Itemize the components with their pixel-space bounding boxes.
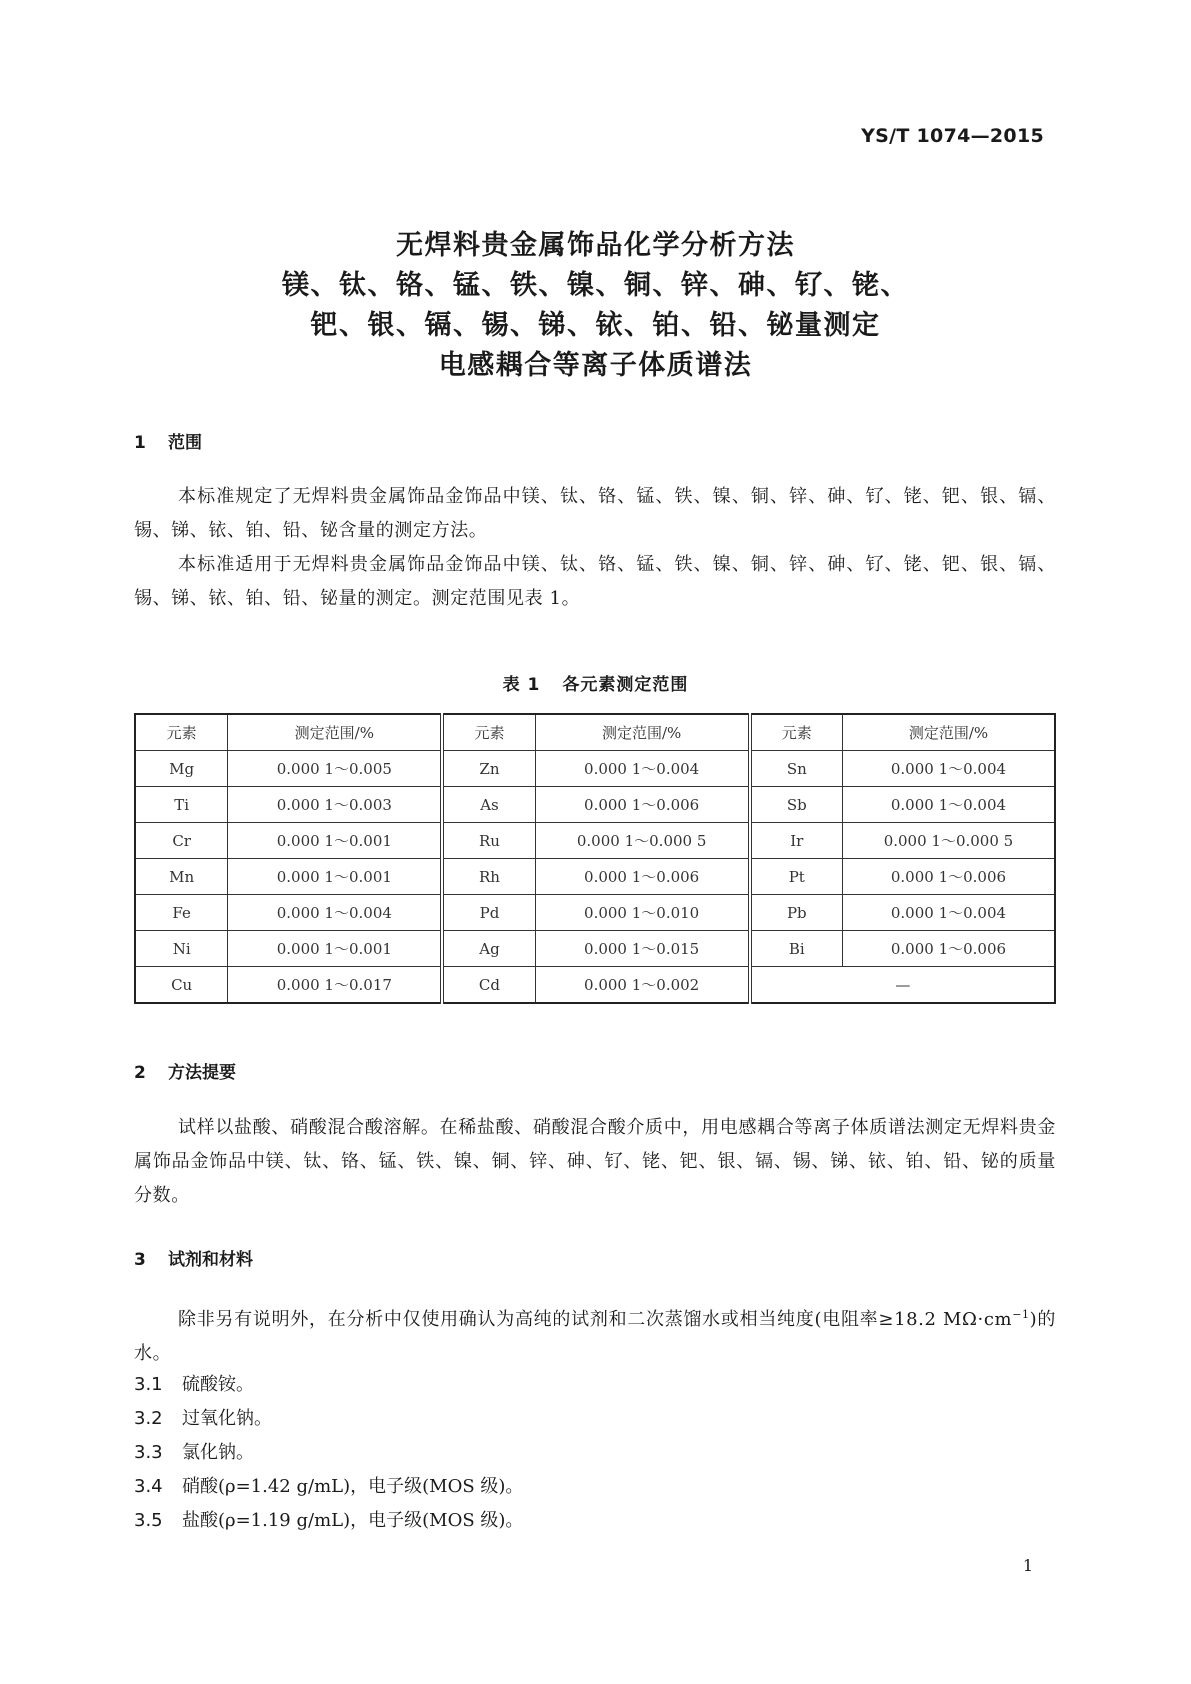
element-cell: Cd (442, 967, 535, 1004)
header-element: 元素 (135, 714, 228, 751)
reagent-text: 硫酸铵。 (182, 1374, 254, 1395)
table-row (135, 895, 1055, 931)
element-cell: Ru (442, 823, 535, 859)
range-cell: 0.000 1～0.006 (842, 931, 1055, 967)
range-cell: 0.000 1～0.005 (228, 751, 443, 787)
range-cell: 0.000 1～0.000 5 (535, 823, 750, 859)
reagent-number: 3.5 (134, 1510, 163, 1531)
reagent-number: 3.3 (134, 1442, 163, 1463)
table-row (135, 823, 1055, 859)
element-cell: Ag (442, 931, 535, 967)
range-cell: 0.000 1～0.001 (228, 931, 443, 967)
range-cell: 0.000 1～0.000 5 (842, 823, 1055, 859)
page-number: 1 (1022, 1556, 1033, 1575)
header-element: 元素 (750, 714, 843, 751)
header-element: 元素 (442, 714, 535, 751)
range-cell: 0.000 1～0.004 (842, 751, 1055, 787)
range-cell: 0.000 1～0.003 (228, 787, 443, 823)
title-line-3: 钯、银、镉、锡、锑、铱、铂、铅、铋量测定 (310, 310, 881, 341)
table-row (135, 931, 1055, 967)
reagent-number: 3.1 (134, 1374, 163, 1395)
section-2-number: 2 (134, 1063, 146, 1083)
element-cell: Ir (750, 823, 843, 859)
section-1-paragraph-1: 本标准规定了无焊料贵金属饰品金饰品中镁、钛、铬、锰、铁、镍、铜、锌、砷、钌、铑、钯、银、镉、锡、锑、铱、铂、铅、铋含量的测定方法。 (134, 486, 1056, 541)
range-cell: 0.000 1～0.010 (535, 895, 750, 931)
section-3-paragraph-text: 除非另有说明外，在分析中仅使用确认为高纯的试剂和二次蒸馏水或相当纯度(电阻率≥18.2 MΩ·cm (178, 1309, 1013, 1330)
reagent-text: 硝酸(ρ=1.42 g/mL)，电子级(MOS 级)。 (182, 1476, 524, 1497)
section-2-heading (134, 1058, 236, 1083)
element-cell: Sb (750, 787, 843, 823)
reagent-item (134, 1404, 272, 1430)
section-1-title: 范围 (168, 433, 202, 453)
range-cell: 0.000 1～0.006 (535, 787, 750, 823)
element-cell: Pb (750, 895, 843, 931)
reagent-text: 过氧化钠。 (182, 1408, 272, 1429)
element-range-table (134, 713, 1056, 1004)
reagent-item (134, 1438, 254, 1464)
element-cell: Rh (442, 859, 535, 895)
table-row (135, 859, 1055, 895)
standard-code: YS/T 1074—2015 (861, 125, 1044, 147)
range-cell: 0.000 1～0.017 (228, 967, 443, 1004)
range-cell: 0.000 1～0.015 (535, 931, 750, 967)
section-3-title: 试剂和材料 (168, 1250, 253, 1270)
reagent-item (134, 1472, 523, 1498)
element-cell: Pd (442, 895, 535, 931)
table-row (135, 787, 1055, 823)
table-1-caption (0, 670, 1191, 695)
table-1-caption-title: 各元素测定范围 (562, 675, 689, 695)
title-line-1: 无焊料贵金属饰品化学分析方法 (396, 230, 795, 261)
reagent-text: 氯化钠。 (182, 1442, 254, 1463)
element-cell: Mn (135, 859, 228, 895)
table-row (135, 751, 1055, 787)
range-cell: 0.000 1～0.004 (535, 751, 750, 787)
range-cell: 0.000 1～0.006 (842, 859, 1055, 895)
range-cell: 0.000 1～0.001 (228, 859, 443, 895)
section-3-heading (134, 1245, 253, 1270)
header-range: 测定范围/% (842, 714, 1055, 751)
title-line-4: 电感耦合等离子体质谱法 (438, 350, 753, 381)
range-cell: 0.000 1～0.004 (228, 895, 443, 931)
section-3-paragraph-1 (134, 1298, 1056, 1371)
section-1-paragraph-2: 本标准适用于无焊料贵金属饰品金饰品中镁、钛、铬、锰、铁、镍、铜、锌、砷、钌、铑、钯、银、镉、锡、锑、铱、铂、铅、铋量的测定。测定范围见表 1。 (134, 554, 1056, 609)
element-cell: Mg (135, 751, 228, 787)
section-2-title: 方法提要 (168, 1063, 236, 1083)
reagent-number: 3.2 (134, 1408, 163, 1429)
reagent-text: 盐酸(ρ=1.19 g/mL)，电子级(MOS 级)。 (182, 1510, 524, 1531)
element-cell: Cu (135, 967, 228, 1004)
table-1-caption-number: 表 1 (502, 675, 541, 695)
element-cell: Bi (750, 931, 843, 967)
superscript-minus-one: −1 (1012, 1308, 1030, 1321)
range-cell: 0.000 1～0.001 (228, 823, 443, 859)
empty-cell-dash: — (750, 967, 1055, 1004)
title-line-2: 镁、钛、铬、锰、铁、镍、铜、锌、砷、钌、铑、 (282, 270, 909, 301)
section-1-heading (134, 428, 202, 453)
section-2-paragraph-1: 试样以盐酸、硝酸混合酸溶解。在稀盐酸、硝酸混合酸介质中，用电感耦合等离子体质谱法测定无焊料贵金属饰品金饰品中镁、钛、铬、锰、铁、镍、铜、锌、砷、钌、铑、钯、银、镉、锡、锑、铱、铂、铅、铋的质量分数。 (134, 1117, 1056, 1206)
document-title (0, 226, 1191, 386)
reagent-number: 3.4 (134, 1476, 163, 1497)
table-header-row (135, 714, 1055, 751)
element-cell: Fe (135, 895, 228, 931)
element-cell: Pt (750, 859, 843, 895)
section-3-paragraph-tail: )的水。 (134, 1309, 1056, 1364)
element-cell: As (442, 787, 535, 823)
element-cell: Cr (135, 823, 228, 859)
element-cell: Ni (135, 931, 228, 967)
range-cell: 0.000 1～0.004 (842, 787, 1055, 823)
section-3-number: 3 (134, 1250, 146, 1270)
table-row (135, 967, 1055, 1004)
element-cell: Ti (135, 787, 228, 823)
element-cell: Zn (442, 751, 535, 787)
element-cell: Sn (750, 751, 843, 787)
range-cell: 0.000 1～0.004 (842, 895, 1055, 931)
range-cell: 0.000 1～0.006 (535, 859, 750, 895)
reagent-item (134, 1370, 254, 1396)
header-range: 测定范围/% (228, 714, 443, 751)
reagent-item (134, 1506, 523, 1532)
header-range: 测定范围/% (535, 714, 750, 751)
range-cell: 0.000 1～0.002 (535, 967, 750, 1004)
section-1-number: 1 (134, 433, 146, 453)
